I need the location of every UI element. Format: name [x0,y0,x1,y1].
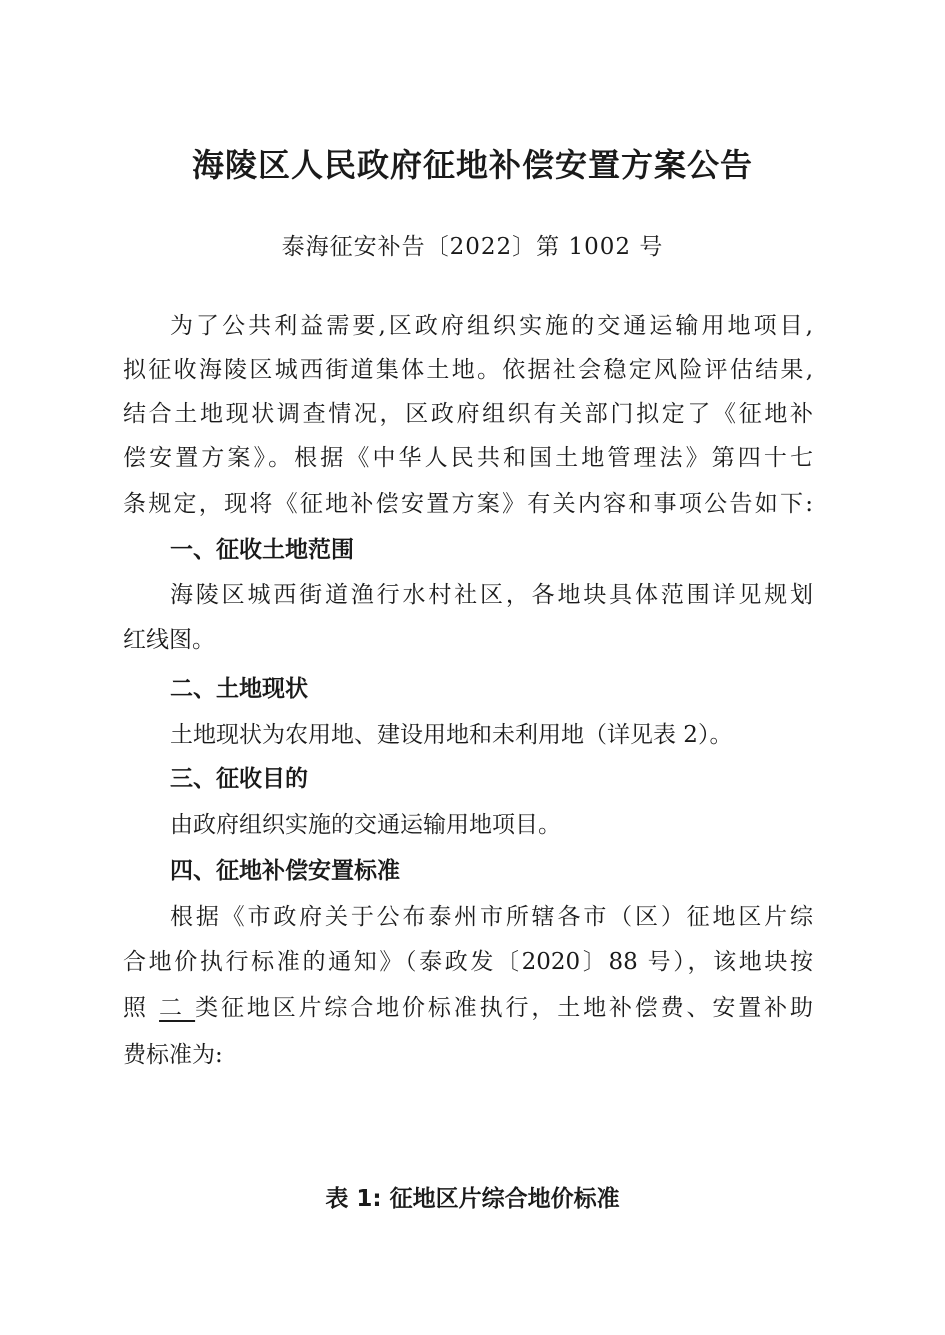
section-2-heading: 二、土地现状 [170,676,308,702]
section-4-line-2: 合地价执行标准的通知》（泰政发〔2020〕88 号），该地块按 [123,949,813,975]
section-1-line-1: 海陵区城西街道渔行水村社区，各地块具体范围详见规划 [170,582,813,608]
document-title: 海陵区人民政府征地补偿安置方案公告 [191,146,753,184]
section-4-line-1: 根据《市政府关于公布泰州市所辖各市（区）征地区片综 [170,904,813,930]
section-4-line-4: 费标准为: [123,1042,223,1068]
intro-line-3: 结合土地现状调查情况，区政府组织有关部门拟定了《征地补 [123,401,813,427]
section-4-line-3 [123,993,813,1023]
intro-line-1: 为了公共利益需要,区政府组织实施的交通运输用地项目, [170,313,813,339]
section-1-heading: 一、征收土地范围 [170,537,354,563]
document-number: 泰海征安补告〔2022〕第 1002 号 [281,234,664,260]
section-4-line-3-suffix: 类征地区片综合地价标准执行，土地补偿费、安置补助 [195,995,814,1021]
section-1-line-2: 红线图。 [123,627,215,653]
section-4-heading: 四、征地补偿安置标准 [170,858,400,884]
table-1-title: 表 1: 征地区片综合地价标准 [325,1186,620,1212]
intro-line-4: 偿安置方案》。根据《中华人民共和国土地管理法》第四十七 [123,445,813,471]
intro-line-5: 条规定，现将《征地补偿安置方案》有关内容和事项公告如下: [123,491,813,517]
category-fill-in: 二 [159,995,196,1021]
section-4-line-3-prefix: 照 [123,995,160,1021]
intro-line-2: 拟征收海陵区城西街道集体土地。依据社会稳定风险评估结果, [123,357,813,383]
section-3-heading: 三、征收目的 [170,766,308,792]
section-3-line-1: 由政府组织实施的交通运输用地项目。 [170,812,561,838]
section-2-line-1: 土地现状为农用地、建设用地和未利用地（详见表 2）。 [170,722,733,748]
